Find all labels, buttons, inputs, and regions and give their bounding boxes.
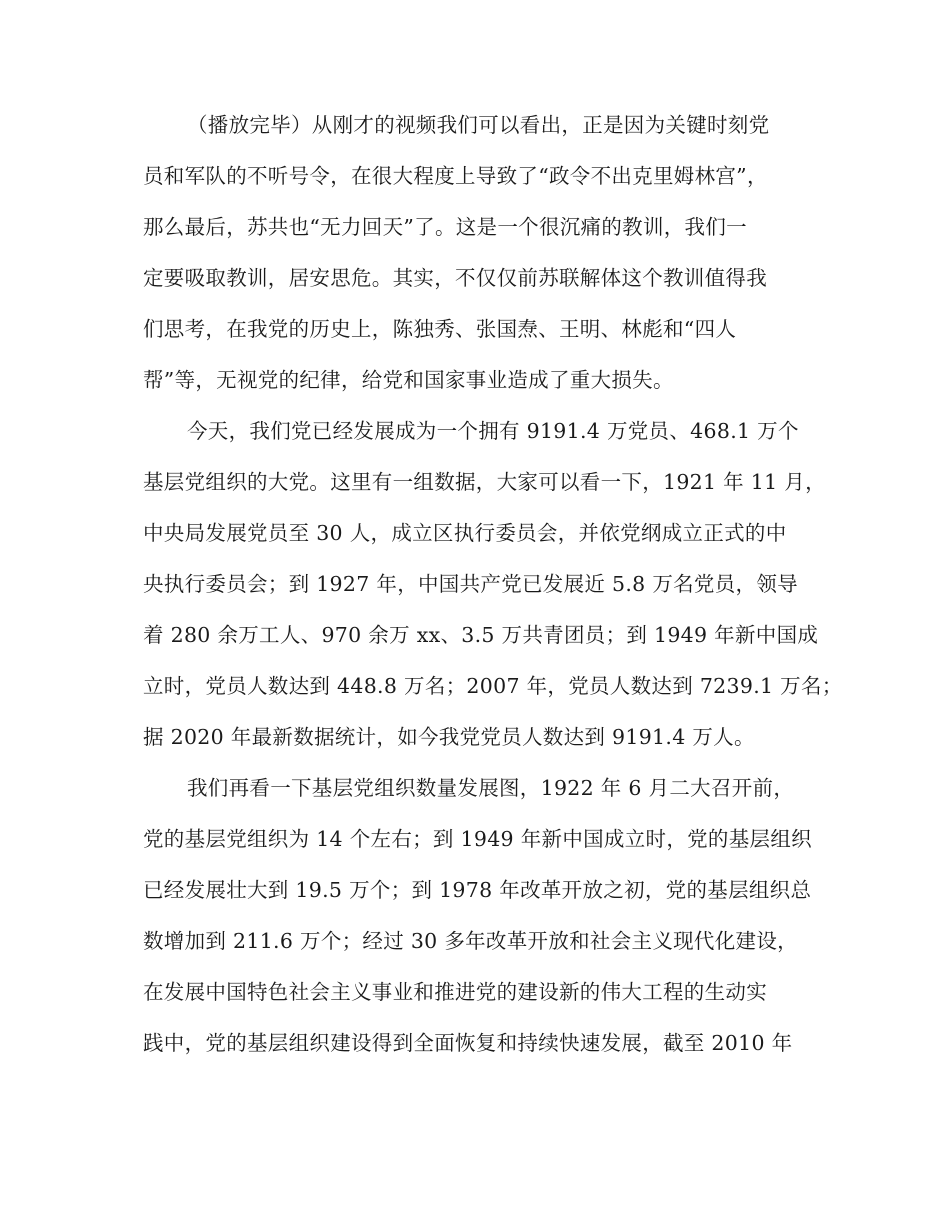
paragraph-3-line-6: 践中，党的基层组织建设得到全面恢复和持续快速发展，截至 2010 年 xyxy=(143,1031,793,1055)
paragraph-3-line-1: 我们再看一下基层党组织数量发展图，1922 年 6 月二大召开前， xyxy=(187,776,795,800)
paragraph-2-line-3: 中央局发展党员至 30 人，成立区执行委员会，并依党纲成立正式的中 xyxy=(143,521,787,545)
paragraph-1-line-6: 帮”等，无视党的纪律，给党和国家事业造成了重大损失。 xyxy=(143,368,674,392)
paragraph-1-line-3: 那么最后，苏共也“无力回天”了。这是一个很沉痛的教训，我们一 xyxy=(143,215,747,239)
paragraph-2-line-6: 立时，党员人数达到 448.8 万名；2007 年，党员人数达到 7239.1 万名； xyxy=(143,674,843,698)
paragraph-1-line-2: 员和军队的不听号令，在很大程度上导致了“政令不出克里姆林宫”， xyxy=(143,164,768,188)
paragraph-3-line-5: 在发展中国特色社会主义事业和推进党的建设新的伟大工程的生动实 xyxy=(143,980,767,1004)
paragraph-2-line-1: 今天，我们党已经发展成为一个拥有 9191.4 万党员、468.1 万个 xyxy=(187,419,799,443)
paragraph-1-line-5: 们思考，在我党的历史上，陈独秀、张国焘、王明、林彪和“四人 xyxy=(143,317,737,341)
paragraph-2-line-5: 着 280 余万工人、970 余万 xx、3.5 万共青团员；到 1949 年新中国成 xyxy=(143,623,819,647)
paragraph-1-line-4: 定要吸取教训，居安思危。其实，不仅仅前苏联解体这个教训值得我 xyxy=(143,266,767,290)
paragraph-1-line-1: （播放完毕）从刚才的视频我们可以看出，正是因为关键时刻党 xyxy=(187,113,770,137)
paragraph-3-line-3: 已经发展壮大到 19.5 万个；到 1978 年改革开放之初，党的基层组织总 xyxy=(143,878,812,902)
paragraph-2-line-4: 央执行委员会；到 1927 年，中国共产党已发展近 5.8 万名党员，领导 xyxy=(143,572,798,596)
paragraph-3-line-2: 党的基层党组织为 14 个左右；到 1949 年新中国成立时，党的基层组织 xyxy=(143,827,812,851)
paragraph-2-line-7: 据 2020 年最新数据统计，如今我党党员人数达到 9191.4 万人。 xyxy=(143,725,755,749)
paragraph-2-line-2: 基层党组织的大党。这里有一组数据，大家可以看一下，1921 年 11 月， xyxy=(143,470,826,494)
paragraph-3-line-4: 数增加到 211.6 万个；经过 30 多年改革开放和社会主义现代化建设， xyxy=(143,929,798,953)
